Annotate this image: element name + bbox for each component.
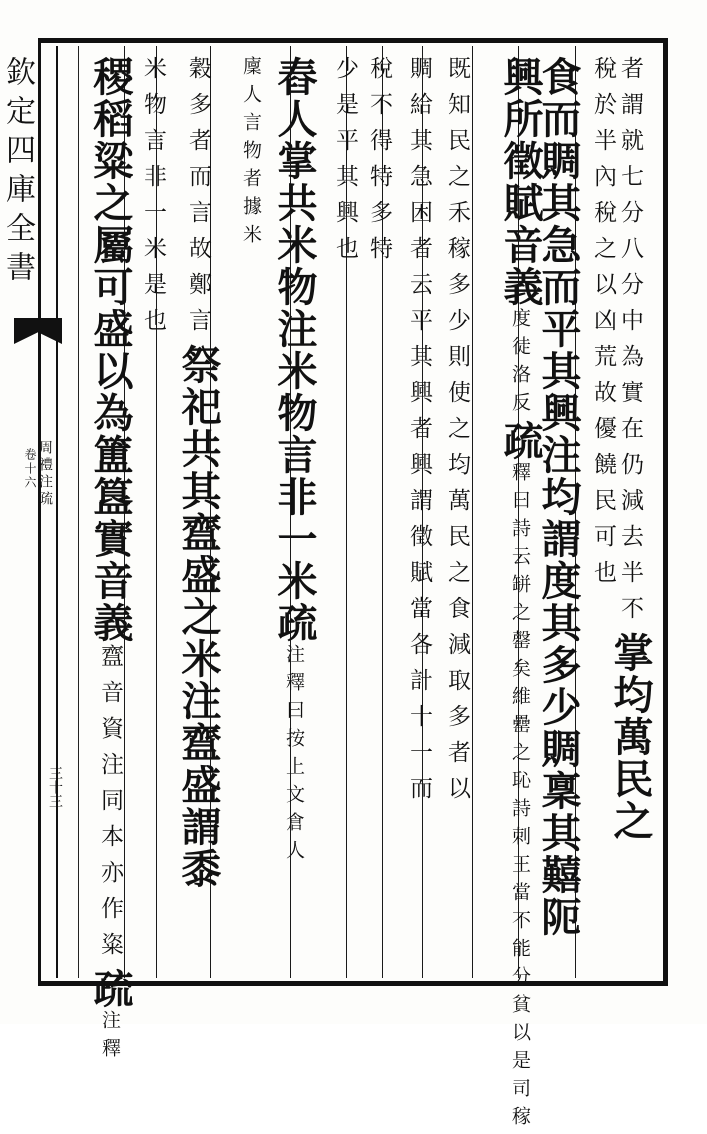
text-column-c5: [440, 56, 468, 812]
text-column-c6: [402, 56, 430, 812]
text-column-c11: [172, 56, 222, 890]
commentary-text-run: 米物言非一米是也: [140, 56, 166, 344]
fishtail-divider: [56, 46, 58, 978]
text-column-c10: [230, 56, 260, 252]
margin-fascicle: 卷十六: [23, 448, 37, 490]
main-text-run: 食而賙其急而平其興注均謂度其多少賙稟其囏阨: [535, 56, 582, 938]
text-column-c9: [268, 56, 318, 868]
column-rule: [472, 46, 473, 978]
text-column-c7: [362, 56, 390, 272]
main-text-run: 疏: [497, 420, 544, 462]
commentary-text-run: 者謂就七分八分中為實在仍減去半不: [617, 56, 643, 632]
text-column-c13: [84, 56, 134, 1066]
margin-collection-title: 欽定四庫全書: [0, 56, 35, 290]
commentary-text-run: 注釋: [99, 1010, 121, 1066]
text-column-c12: [136, 56, 164, 344]
margin-page-number: 三十三: [47, 766, 63, 808]
commentary-text-run: 賙給其急困者云平其興者興謂徵賦當各計十一而: [406, 56, 432, 812]
main-text-run: 米物言非一米: [271, 350, 318, 602]
text-column-c4: [494, 56, 544, 1134]
commentary-text-run: 既知民之禾稼多少則使之均萬民之食減取多者以: [444, 56, 470, 812]
text-column-c2: [586, 56, 614, 596]
text-column-c1: [607, 56, 654, 842]
commentary-text-run: 少是平其興也: [332, 56, 358, 272]
main-text-run: 舂人掌共米物注: [271, 56, 318, 350]
commentary-text-run: 度徒洛反: [509, 308, 531, 420]
main-text-run: 興所徵賦音義: [497, 56, 544, 308]
commentary-text-run: 穀多者而言故鄭言: [185, 56, 211, 344]
main-text-run: 疏: [87, 968, 134, 1010]
commentary-text-run: 廩人言物者據米: [240, 56, 262, 252]
commentary-text-run: 稅於半內稅之以凶荒故優饒民可也: [590, 56, 616, 596]
commentary-text-run: 注釋曰按上文倉人: [283, 644, 305, 868]
commentary-text-run: 釋曰詩云缾之罄矣維罍之恥詩刺王當不能分貧以是司稼: [509, 462, 531, 1134]
text-column-c8: [328, 56, 356, 272]
main-text-run: 掌均萬民之: [607, 632, 654, 842]
commentary-text-run: 齍音資注同本亦作粢: [97, 644, 123, 968]
commentary-text-run: 稅不得特多特: [366, 56, 392, 272]
main-text-run: 稷稻粱之屬可盛以為簠簋實音義: [87, 56, 134, 644]
main-text-run: 祭祀共其齍盛之米注齍盛謂黍: [175, 344, 222, 890]
main-text-run: 疏: [271, 602, 318, 644]
margin-book-title: 周禮注疏: [37, 440, 53, 508]
